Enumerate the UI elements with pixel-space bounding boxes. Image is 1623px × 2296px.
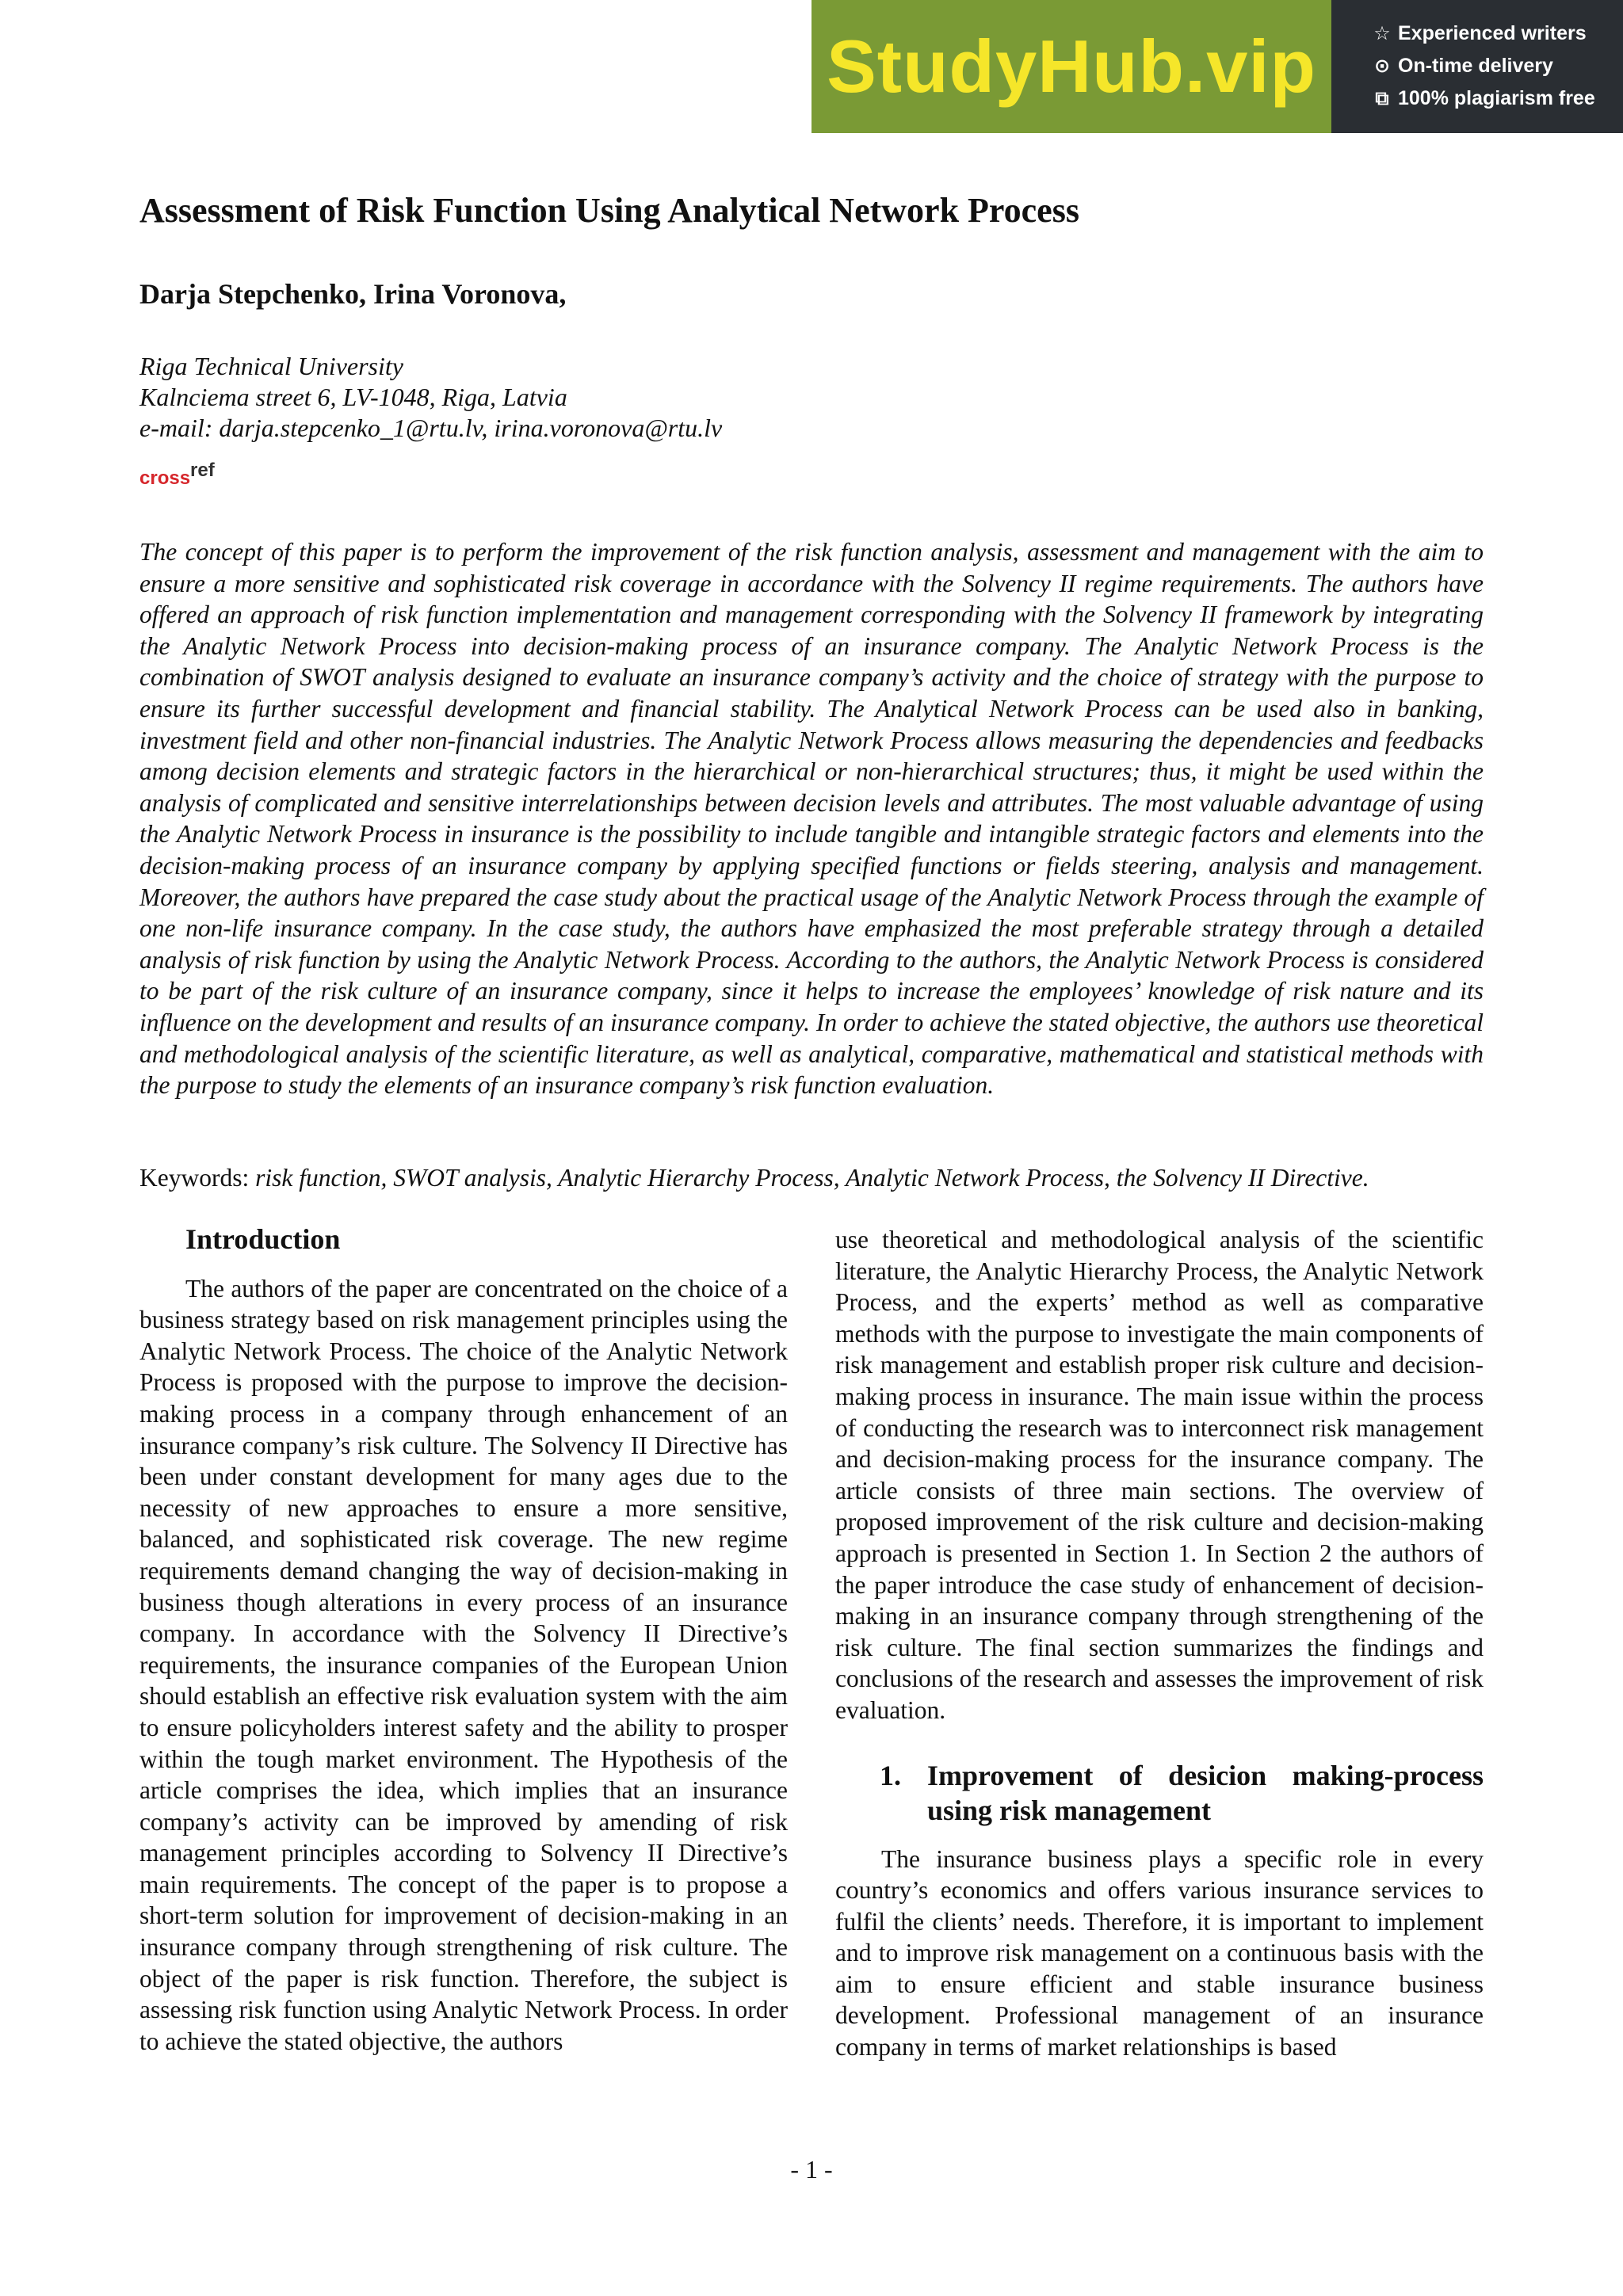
section-1-heading — [880, 1758, 1484, 1828]
keywords-list: risk function, SWOT analysis, Analytic Hierarchy Process, Analytic Network Process, the Solvency II Directive. — [255, 1164, 1369, 1192]
keywords — [139, 1162, 1503, 1193]
studyhub-logo[interactable] — [812, 0, 1331, 133]
left-column — [139, 1224, 788, 2057]
logo-text: StudyHub.vip — [827, 25, 1316, 108]
paper-title: Assessment of Risk Function Using Analytical Network Process — [139, 191, 1079, 230]
section-title: Improvement of desicion making-process using risk management — [927, 1759, 1484, 1826]
crossref-logo[interactable] — [139, 460, 215, 490]
right-column — [835, 1224, 1484, 2063]
feature-plagiarism-free — [1371, 82, 1623, 115]
page-number: - 1 - — [790, 2155, 833, 2183]
affiliation: Riga Technical University — [139, 352, 403, 380]
crossref-logo-cross: cross — [139, 467, 191, 489]
feature-on-time-delivery — [1371, 50, 1623, 82]
abstract: The concept of this paper is to perform the improvement of the risk function analysis, assessment and management with the aim to ensure a more sensitive and sophisticated risk coverage in accordance with the Solvency II regime requirements. The authors have offered an approach of risk function implementation and management corresponding with the Solvency II framework by integrating the Analytic Network Process into decision-making process of an insurance company. The Analytic Network Process is the combination of SWOT analysis designed to evaluate an insurance company’s activity and the choice of strategy with the purpose to ensure its further successful development and financial stability. The Analytical Network Process can be used also in banking, investment field and other non-financial industries. The Analytic Network Process allows measuring the dependencies and feedbacks among decision elements and strategic factors in the hierarchical or non-hierarchical structures; thus, it might be used within the analysis of complicated and sensitive interrelationships between decision levels and attributes. The most valuable advantage of using the Analytic Network Process in insurance is the possibility to include tangible and intangible strategic factors and elements into the decision-making process of an insurance company by applying specified functions or fields steering, analysis and management. Moreover, the authors have prepared the case study about the practical usage of the Analytic Network Process through the example of one non-life insurance company. In the case study, the authors have emphasized the most preferable strategy through a detailed analysis of risk function by using the Analytic Network Process. According to the authors, the Analytic Network Process is considered to be part of the risk culture of an insurance company, since it helps to increase the employees’ knowledge of risk nature and its influence on the development and results of an insurance company. In order to achieve the stated objective, the authors use theoretical and methodological analysis of the scientific literature, as well as analytical, comparative, mathematical and statistical methods with the purpose to study the elements of an insurance company’s risk function evaluation. — [139, 538, 1484, 1100]
section-number: 1. — [880, 1759, 901, 1791]
advert-banner[interactable] — [812, 0, 1623, 133]
star-icon: ☆ — [1373, 23, 1391, 44]
copy-icon: ⧉ — [1375, 87, 1389, 109]
clock-icon: ⊙ — [1373, 55, 1391, 77]
introduction-heading: Introduction — [185, 1223, 341, 1255]
email[interactable]: e-mail: darja.stepcenko_1@rtu.lv, irina.voronova@rtu.lv — [139, 414, 723, 442]
introduction-paragraph: The authors of the paper are concentrated on the choice of a business strategy based on risk management principles using the Analytic Network Process. The choice of the Analytic Network Process is proposed with the purpose to improve the decision-making process in a company through enhancement of an insurance company’s risk culture. The Solvency II Directive has been under constant development for many ages due to the necessity of new approaches to ensure a more sensitive, balanced, and sophisticated risk coverage. The new regime requirements demand changing the way of decision-making in business though alterations in every process of an insurance company. In accordance with the Solvency II Directive’s requirements, the insurance companies of the European Union should establish an effective risk evaluation system with the aim to ensure policyholders interest safety and the ability to prosper within the tough market environment. The Hypothesis of the article comprises the idea, which implies that an insurance company’s activity can be improved by amending of risk management principles according to Solvency II Directive’s main requirements. The concept of the paper is to propose a short-term solution for improvement of decision-making in an insurance company through strengthening of risk culture. The object of the paper is risk function. Therefore, the subject is assessing risk function using Analytic Network Process. In order to achieve the stated objective, the authors — [139, 1274, 788, 2055]
keywords-label: Keywords: — [139, 1164, 250, 1192]
banner-features — [1331, 0, 1623, 133]
section-1-paragraph: The insurance business plays a specific role in every country’s economics and offers various insurance services to fulfil the clients’ needs. Therefore, it is important to implement and to improve risk management on a continuous basis with the aim to ensure efficient and stable insurance business development. Professional management of an insurance company in terms of market relationships is based — [835, 1844, 1484, 2061]
introduction-paragraph-continued: use theoretical and methodological analysis of the scientific literature, the Analytic Hierarchy Process, the Analytic Network Process, and the experts’ method as well as comparative methods with the purpose to investigate the main components of risk management and establish proper risk culture and decision-making process in insurance. The main issue within the process of conducting the research was to interconnect risk management and decision-making process for the insurance company. The article consists of three main sections. The overview of proposed improvement of the risk culture and decision-making approach is presented in Section 1. In Section 2 the authors of the paper introduce the case study of enhancement of decision-making in an insurance company through strengthening of the risk culture. The final section summarizes the findings and conclusions of the research and assesses the improvement of risk evaluation. — [835, 1226, 1484, 1724]
feature-label: On-time delivery — [1398, 55, 1553, 77]
paper-authors: Darja Stepchenko, Irina Voronova, — [139, 278, 567, 310]
feature-experienced-writers — [1371, 17, 1623, 50]
address: Kalnciema street 6, LV-1048, Riga, Latvia — [139, 383, 567, 411]
crossref-logo-ref: ref — [190, 460, 215, 481]
feature-label: Experienced writers — [1398, 22, 1587, 44]
affiliation-block — [139, 351, 722, 444]
feature-label: 100% plagiarism free — [1398, 87, 1595, 109]
